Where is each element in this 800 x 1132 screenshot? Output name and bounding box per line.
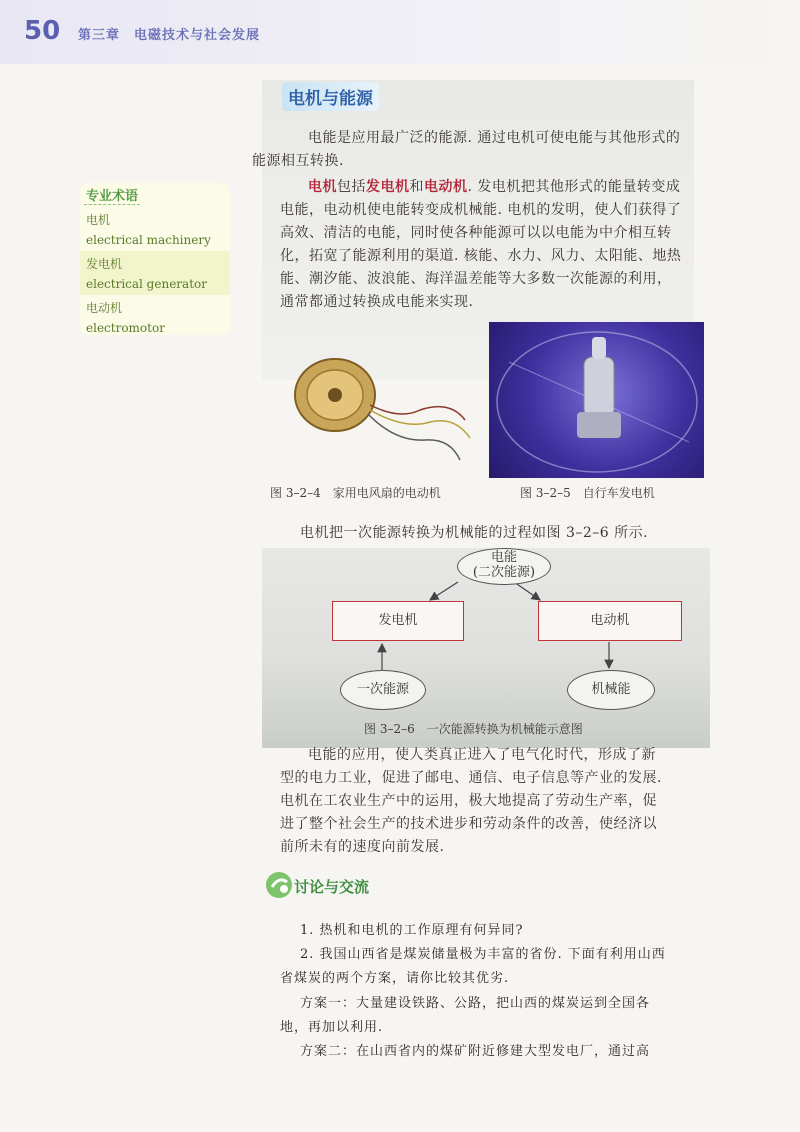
term-motor: 电机 xyxy=(308,179,337,195)
option-1-line-2: 地，再加以利用. xyxy=(280,1020,384,1035)
para3-line-1: 电能的应用，使人类真正进入了电气化时代，形成了新 xyxy=(308,747,656,763)
intro-paragraph xyxy=(252,127,720,173)
para3-line-2: 型的电力工业，促进了邮电、通信、电子信息等产业的发展. xyxy=(280,770,662,786)
glossary-title: 专业术语 xyxy=(84,185,140,205)
intro-line-2: 能源相互转换. xyxy=(252,153,344,169)
question-1: 1. 热机和电机的工作原理有何异同? xyxy=(300,923,524,938)
discussion-icon xyxy=(264,870,294,900)
para2-line-3: 化，拓宽了能源利用的渠道. 核能、水力、风力、太阳能、地热 xyxy=(280,248,682,264)
para2-line-5: 通常都通过转换成电能来实现. xyxy=(280,294,474,310)
para3-line-4: 进了整个社会生产的技术进步和劳动条件的改善，使经济以 xyxy=(280,816,657,832)
motor-paragraph-cont xyxy=(280,199,720,314)
term-generator: 发电机 xyxy=(366,179,410,195)
bicycle-generator-photo xyxy=(489,322,704,478)
para2-line-2: 高效、清洁的电能，同时使各种能源可以以电能为中介相互转 xyxy=(280,225,672,241)
option-1-line-1: 方案一：大量建设铁路、公路，把山西的煤炭运到全国各 xyxy=(300,996,651,1011)
chapter-title: 第三章 电磁技术与社会发展 xyxy=(78,28,261,43)
motor-paragraph xyxy=(280,176,720,199)
para2-text-2: 和 xyxy=(409,179,424,195)
para3-line-5: 前所未有的速度向前发展. xyxy=(280,839,445,855)
glossary-en-3: electromotor xyxy=(86,321,165,335)
para2-line-4: 能、潮汐能、波浪能、海洋温差能等大多数一次能源的利用， xyxy=(280,271,672,287)
glossary-en-2: electrical generator xyxy=(86,277,207,291)
question-2-line-2: 省煤炭的两个方案，请你比较其优劣. xyxy=(280,971,510,986)
diagram-intro: 电机把一次能源转换为机械能的过程如图 3–2–6 所示. xyxy=(300,525,649,541)
node-mechanical-energy: 机械能 xyxy=(567,670,655,710)
node-electric-energy xyxy=(457,548,551,585)
figure-3-2-5-caption: 图 3–2–5 自行车发电机 xyxy=(520,486,655,500)
para2-line-1: 电能，电动机使电能转变成机械能. 电机的发明，使人们获得了 xyxy=(280,202,682,218)
glossary-zh-1: 电机 xyxy=(86,213,111,227)
node-electric-energy-line2: (二次能源) xyxy=(472,565,536,580)
page-number: 50 xyxy=(24,16,61,46)
figure-3-2-6-caption: 图 3–2–6 一次能源转换为机械能示意图 xyxy=(364,722,583,736)
fan-motor-photo xyxy=(280,350,475,475)
glossary-zh-3: 电动机 xyxy=(86,301,123,315)
glossary-box xyxy=(80,183,230,335)
figure-3-2-4-caption: 图 3–2–4 家用电风扇的电动机 xyxy=(270,486,441,500)
question-2-line-1: 2. 我国山西省是煤炭储量极为丰富的省份. 下面有利用山西 xyxy=(300,947,666,962)
node-primary-energy: 一次能源 xyxy=(340,670,426,710)
node-generator: 发电机 xyxy=(332,601,464,641)
section-title: 电机与能源 xyxy=(282,82,379,111)
application-paragraph xyxy=(280,744,720,859)
glossary-zh-2: 发电机 xyxy=(86,257,123,271)
option-2-line-1: 方案二：在山西省内的煤矿附近修建大型发电厂，通过高 xyxy=(300,1044,651,1059)
para2-text-1: 包括 xyxy=(337,179,366,195)
term-electromotor: 电动机 xyxy=(424,179,468,195)
node-electric-energy-line1: 电能 xyxy=(490,550,517,565)
discussion-title: 讨论与交流 xyxy=(294,878,370,896)
intro-line-1: 电能是应用最广泛的能源. 通过电机可使电能与其他形式的 xyxy=(308,130,681,146)
para3-line-3: 电机在工农业生产中的运用，极大地提高了劳动生产率，促 xyxy=(280,793,657,809)
node-motor: 电动机 xyxy=(538,601,682,641)
glossary-en-1: electrical machinery xyxy=(86,233,211,247)
para2-text-3: . 发电机把其他形式的能量转变成 xyxy=(467,179,681,195)
